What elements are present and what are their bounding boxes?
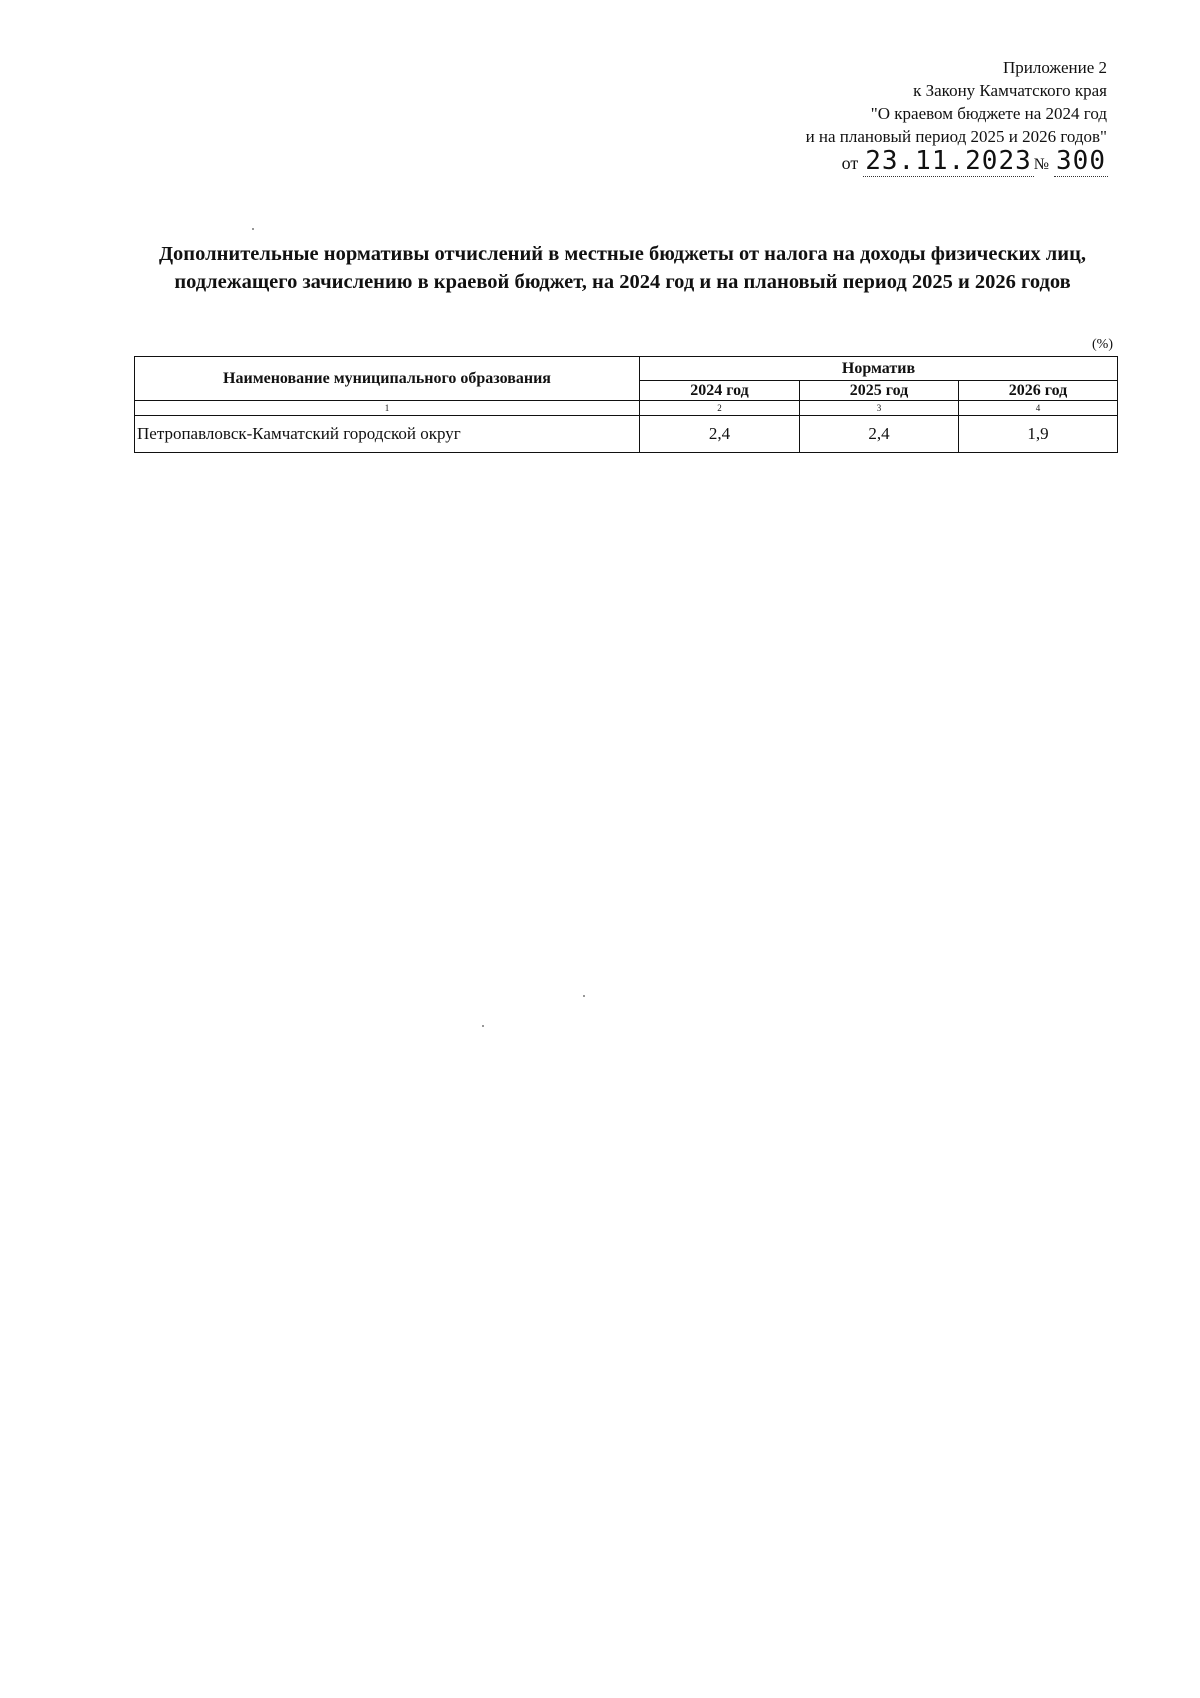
municipality-column-header: Наименование муниципального образования	[135, 357, 640, 401]
header-line: к Закону Камчатского края	[913, 81, 1107, 100]
table-row	[135, 416, 1118, 453]
column-number: 2	[640, 401, 800, 416]
scan-speck	[252, 228, 254, 230]
unit-label: (%)	[1092, 337, 1113, 352]
document-title: Дополнительные нормативы отчислений в местные бюджеты от налога на доходы физических лиц, подлежащего зачислению в краевой бюджет, на 2024 год и на плановый период 2025 и 2026 годов	[158, 243, 1087, 293]
law-date-number	[842, 146, 1108, 180]
column-number: 3	[800, 401, 959, 416]
number-prefix: №	[1033, 156, 1050, 173]
column-number: 4	[959, 401, 1118, 416]
year-header-2026: 2026 год	[959, 381, 1118, 401]
header-line: "О краевом бюджете на 2024 год	[870, 104, 1107, 123]
header-line: и на плановый период 2025 и 2026 годов"	[805, 127, 1107, 146]
scan-speck	[583, 995, 585, 997]
year-header-2024: 2024 год	[640, 381, 800, 401]
norm-2025-value: 2,4	[800, 416, 959, 453]
date-stamp: 23.11.2023	[865, 146, 1032, 176]
header-line: Приложение 2	[1003, 58, 1107, 77]
norm-group-header: Норматив	[640, 357, 1118, 381]
year-header-2025: 2025 год	[800, 381, 959, 401]
scan-speck	[482, 1025, 484, 1027]
norms-table	[134, 356, 1118, 453]
number-stamp: 300	[1056, 146, 1106, 176]
column-number: 1	[135, 401, 640, 416]
norm-2024-value: 2,4	[640, 416, 800, 453]
norm-2026-value: 1,9	[959, 416, 1118, 453]
municipality-name: Петропавловск-Камчатский городской округ	[135, 416, 640, 453]
appendix-header	[806, 56, 1107, 148]
date-prefix: от	[841, 153, 859, 173]
